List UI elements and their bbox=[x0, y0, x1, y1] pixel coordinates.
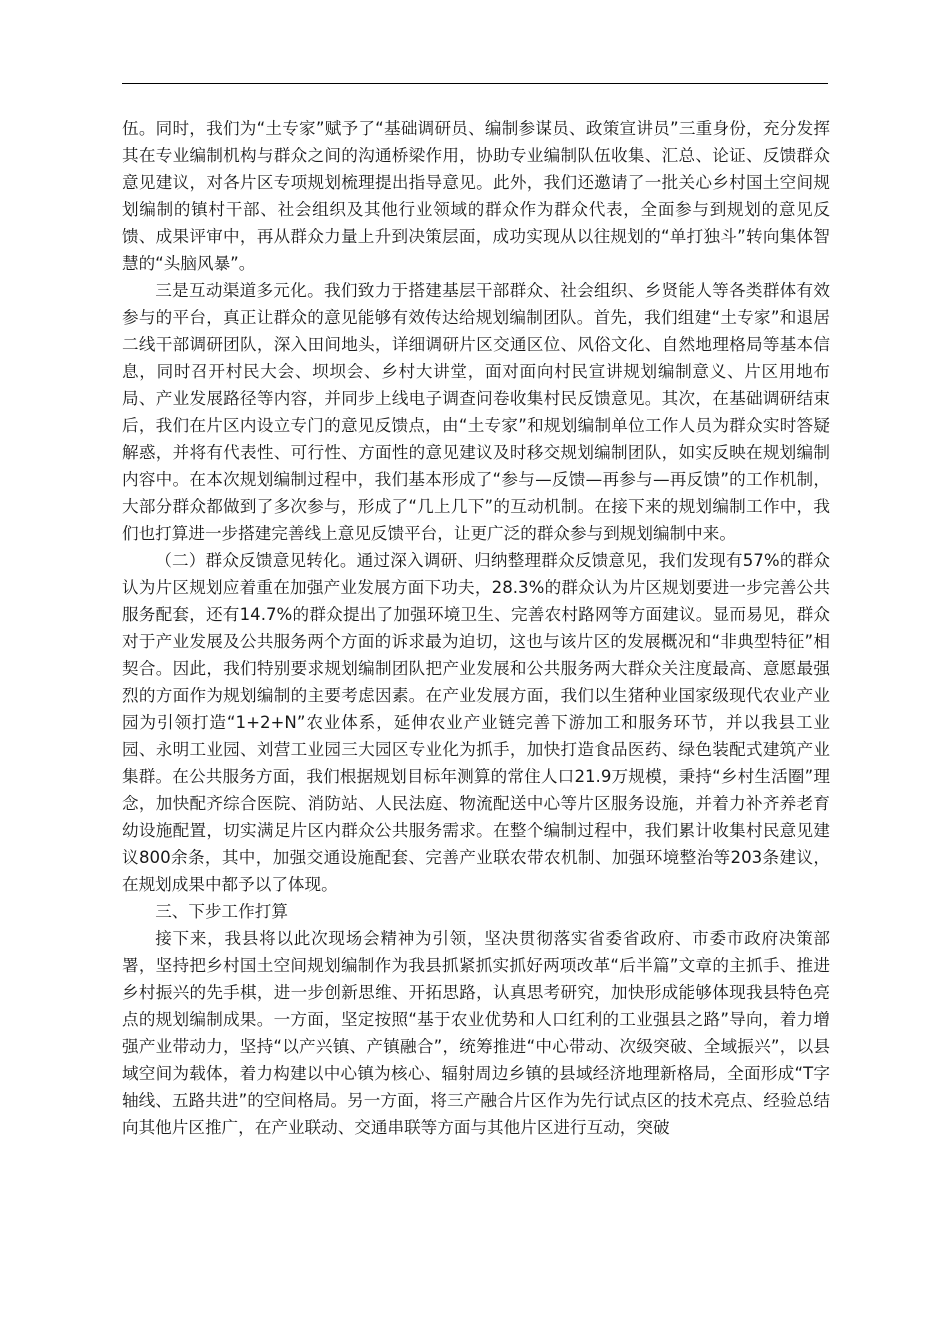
paragraph-2: 三是互动渠道多元化。我们致力于搭建基层干部群众、社会组织、乡贤能人等各类群体有效参与的平台，真正让群众的意见能够有效传达给规划编制团队。首先，我们组建“土专家”和退居二线干部调研团队，深入田间地头，详细调研片区交通区位、风俗文化、自然地理格局等基本信息，同时召开村民大会、坝坝会、乡村大讲堂，面对面向村民宣讲规划编制意义、片区用地布局、产业发展路径等内容，并同步上线电子调查问卷收集村民反馈意见。其次，在基础调研结束后，我们在片区内设立专门的意见反馈点，由“土专家”和规划编制单位工作人员为群众实时答疑解惑，并将有代表性、可行性、方面性的意见建议及时移交规划编制团队，如实反映在规划编制内容中。在本次规划编制过程中，我们基本形成了“参与—反馈—再参与—再反馈”的工作机制，大部分群众都做到了多次参与，形成了“几上几下”的互动机制。在接下来的规划编制工作中，我们也打算进一步搭建完善线上意见反馈平台，让更广泛的群众参与到规划编制中来。 bbox=[122, 281, 830, 543]
header-rule bbox=[122, 83, 828, 84]
section-heading: 三、下步工作打算 bbox=[155, 902, 288, 921]
paragraph-3: （二）群众反馈意见转化。通过深入调研、归纳整理群众反馈意见，我们发现有57%的群众认为片区规划应着重在加强产业发展方面下功夫，28.3%的群众认为片区规划要进一步完善公共服务配套，还有14.7%的群众提出了加强环境卫生、完善农村路网等方面建议。显而易见，群众对于产业发展及公共服务两个方面的诉求最为迫切，这也与该片区的发展概况和“非典型特征”相契合。因此，我们特别要求规划编制团队把产业发展和公共服务两大群众关注度最高、意愿最强烈的方面作为规划编制的主要考虑因素。在产业发展方面，我们以生猪种业国家级现代农业产业园为引领打造“1+2+N”农业体系，延伸农业产业链完善下游加工和服务环节，并以我县工业园、永明工业园、刘营工业园三大园区专业化为抓手，加快打造食品医药、绿色装配式建筑产业集群。在公共服务方面，我们根据规划目标年测算的常住人口21.9万规模，秉持“乡村生活圈”理念，加快配齐综合医院、消防站、人民法庭、物流配送中心等片区服务设施，并着力补齐养老育幼设施配置，切实满足片区内群众公共服务需求。在整个编制过程中，我们累计收集村民意见建议800余条，其中，加强交通设施配套、完善产业联农带农机制、加强环境整治等203条建议，在规划成果中都予以了体现。 bbox=[122, 551, 830, 894]
paragraph-1: 伍。同时，我们为“土专家”赋予了“基础调研员、编制参谋员、政策宣讲员”三重身份，充分发挥其在专业编制机构与群众之间的沟通桥梁作用，协助专业编制队伍收集、汇总、论证、反馈群众意见建议，对各片区专项规划梳理提出指导意见。此外，我们还邀请了一批关心乡村国土空间规划编制的镇村干部、社会组织及其他行业领域的群众作为群众代表，全面参与到规划的意见反馈、成果评审中，再从群众力量上升到决策层面，成功实现从以往规划的“单打独斗”转向集体智慧的“头脑风暴”。 bbox=[122, 119, 830, 273]
document-body bbox=[122, 115, 830, 1141]
paragraph-4: 接下来，我县将以此次现场会精神为引领，坚决贯彻落实省委省政府、市委市政府决策部署，坚持把乡村国土空间规划编制作为我县抓紧抓实抓好两项改革“后半篇”文章的主抓手、推进乡村振兴的先手棋，进一步创新思维、开拓思路，认真思考研究，加快形成能够体现我县特色亮点的规划编制成果。一方面，坚定按照“基于农业优势和人口红利的工业强县之路”导向，着力增强产业带动力，坚持“以产兴镇、产镇融合”，统筹推进“中心带动、次级突破、全域振兴”，以县域空间为载体，着力构建以中心镇为核心、辐射周边乡镇的县域经济地理新格局，全面形成“T字轴线、五路共进”的空间格局。另一方面，将三产融合片区作为先行试点区的技术亮点、经验总结向其他片区推广，在产业联动、交通串联等方面与其他片区进行互动，突破 bbox=[122, 929, 830, 1137]
